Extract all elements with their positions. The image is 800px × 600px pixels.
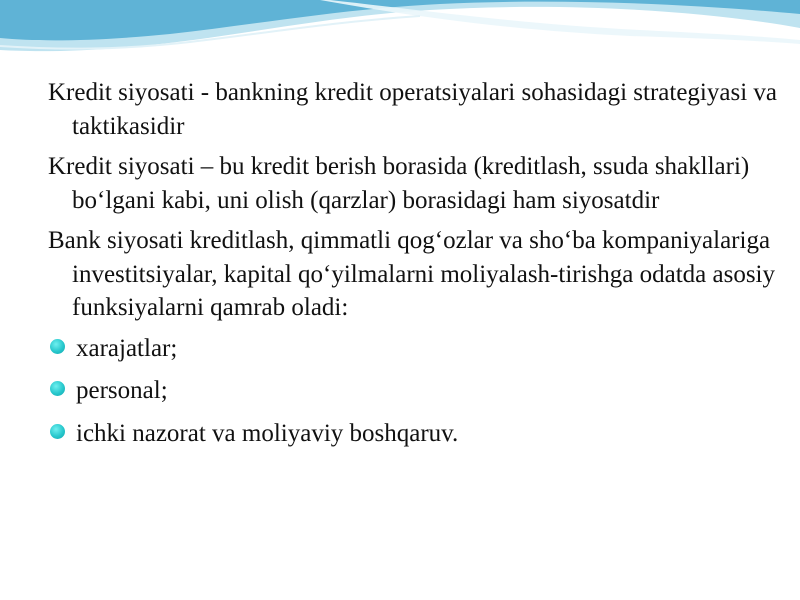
bullet-item: [48, 332, 778, 366]
header-wave-decoration: [0, 0, 800, 80]
paragraph-functions: Bank siyosati kreditlash, qimmatli qog‘ozlar va sho‘ba kompaniyalariga investitsiyalar, kapital qo‘yilmalarni moliyalash-tirishga odatda asosiy funksiyalarni qamrab oladi:: [48, 227, 776, 321]
slide-body: [48, 76, 778, 459]
bullet-item: [48, 374, 778, 408]
bullet-text: personal;: [76, 377, 168, 404]
bullet-item: [48, 417, 778, 451]
bullet-dot-icon: [50, 424, 65, 439]
paragraph-definition: Kredit siyosati - bankning kredit operatsiyalari sohasidagi strategiyasi va taktikasidir: [48, 79, 777, 140]
paragraph-scope: Kredit siyosati – bu kredit berish borasida (kreditlash, ssuda shakllari) bo‘lgani kabi, uni olish (qarzlar) borasidagi ham siyosatdir: [48, 153, 750, 214]
bullet-text: ichki nazorat va moliyaviy boshqaruv.: [76, 419, 459, 447]
bullet-dot-icon: [50, 339, 65, 354]
bullet-text: xarajatlar;: [76, 334, 178, 362]
bullet-dot-icon: [50, 381, 65, 396]
